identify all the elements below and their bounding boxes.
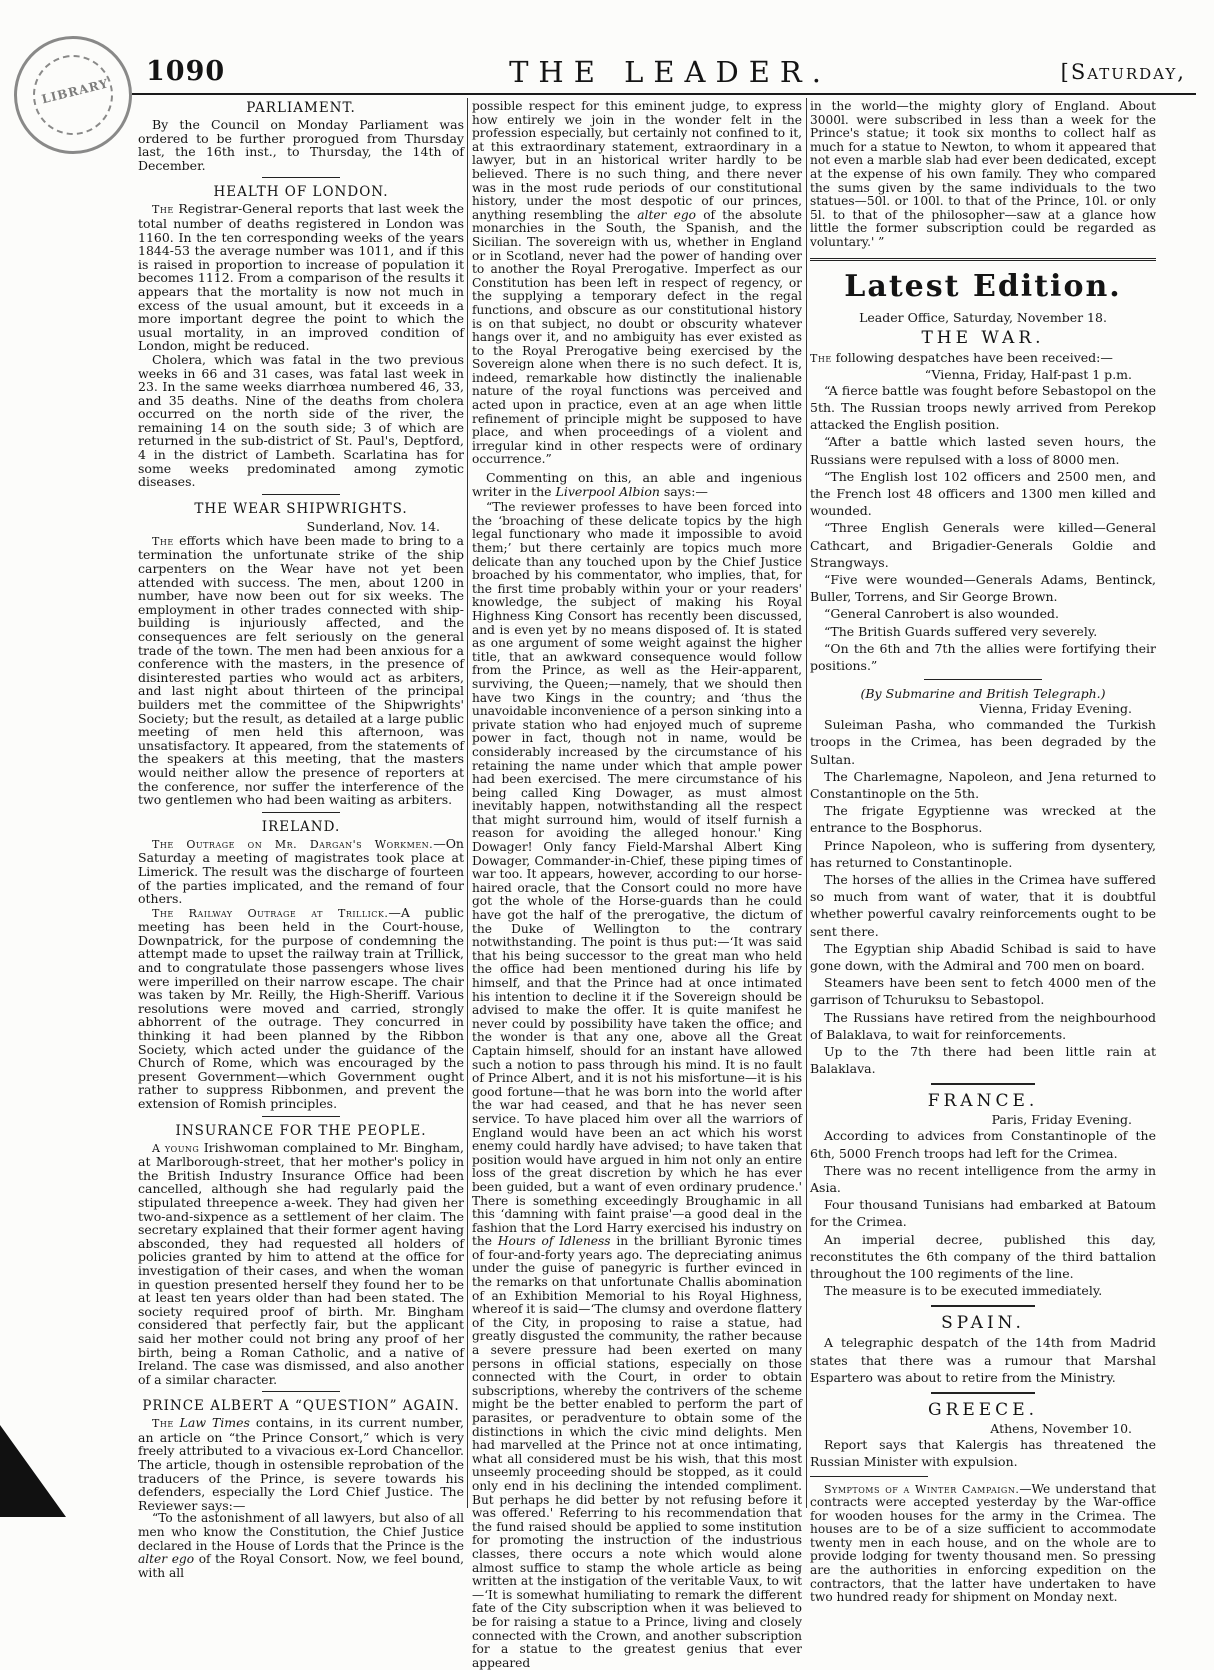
heading-greece: GREECE. [927, 1400, 1039, 1421]
lead-word: The [152, 1417, 174, 1431]
war-item-2: The frigate Egyptienne was wrecked at the entrance to the Bosphorus. [810, 803, 1156, 836]
col2-paragraph-1 [472, 100, 802, 467]
page-header [146, 50, 1194, 90]
wear-text: efforts which have been made to bring to a termination the unfortunate strike of the ship carpenters on the Wear have not yet been attended with success. The men, about 1200 in number, have now been out for six weeks. The employment in other trades connected with ship-building is injuriously affected, and the consequences are felt seriously on the general trade of the town. The men had been anxious for a conference with the masters, in the presence of disinterested parties who would act as arbiters, and last night about thirteen of the principal builders met the committee of the Shipwrights' Society; but the result, as detailed at a large public meeting of men held this afternoon, was unsatisfactory. It appeared, from the statements of the speakers at this meeting, that the masters would neither allow the presence of reporters at the conference, nor suffer the interference of the two gentlemen who had been waiting as arbiters. [138, 532, 464, 808]
run-in-heading: Symptoms of a Winter Campaign. [824, 1482, 1020, 1496]
italic-phrase: alter ego [637, 207, 696, 222]
prince-text-2-tail: of the Royal Consort. Now, we feel bound, with all [138, 1552, 464, 1580]
library-stamp [1, 23, 144, 166]
war-item: “General Canrobert is also wounded. [824, 606, 1060, 622]
war-item: “The British Guards suffered very severely. [824, 623, 1098, 639]
italic-phrase: alter ego [138, 1552, 195, 1567]
heading-france: FRANCE. [927, 1091, 1039, 1112]
italic-title: Liverpool Albion [555, 483, 660, 499]
section-separator [262, 494, 340, 495]
heading-spain: SPAIN. [941, 1313, 1025, 1334]
wear-dateline: Sunderland, Nov. 14. [306, 518, 440, 534]
war-dateline: “Vienna, Friday, Half-past 1 p.m. [924, 366, 1132, 382]
ireland-paragraph-2 [138, 906, 464, 1111]
col2-text-3-tail: in the brilliant Byronic times of four-and-forty years ago. The depreciating animus under the guise of panegyric is further evinced in the remarks on that unfortunate Challis abomination of an Exhibition Memorial to his Royal Highness, whereof it is said—‘The clumsy and overdone flattery of the City, in proposing to raise a statue, had greatly disgusted the community, the rather because a severe pressure had been exerted on many persons in official stations, especially on those connected with the Court, in order to obtain subscriptions, whereby the contrivers of the scheme might be the better enabled to perform the part of parasites, or peradventure to obtain some of the distinctions in which the civic mind delights. Men had marvelled at the Prince not at once intimating, what all considered must be his wish, that this most unseemly proceeding should be stopped, as it could only end in his declining the intended compliment. But perhaps he did better by not refusing before it was offered.' Referring to his recommendation that the fund raised should be applied to some institution for promoting the instruction of the industrious classes, there occurs a note which would alone almost suffice to stamp the whole article as being written at the instigation of the veritable Vaux, to wit—‘It is somewhat humiliating to remark the different fate of the City subscription when it was believed to be for raising a statue to a Prince, living and closely connected with the Crown, and another subscription for a statue to the greatest genius that ever appeared [472, 1234, 803, 1670]
france-item: According to advices from Constantinople of the 6th, 5000 French troops had left for the Crimea. [810, 1128, 1156, 1161]
run-in-heading: The Outrage on Mr. Dargan's Workmen. [152, 837, 434, 851]
column-1 [138, 100, 464, 1580]
war-item-2: The Russians have retired from the neighbourhood of Balaklava, to wait for reinforcements. [810, 1009, 1156, 1042]
winter-campaign-text: —We understand that contracts were accepted yesterday by the War-office for wooden houses for the army in the Crimea. The houses are to be of a size sufficient to accommodate twenty men in each house, and on the whole are to provide lodging for twenty thousand men. So pressing are the authorities in enforcing expedition on the contractors, that the latter have undertaken to have two hundred ready for shipment on Monday next. [810, 1481, 1157, 1605]
heading-insurance: INSURANCE FOR THE PEOPLE. [175, 1122, 427, 1139]
column-divider-1 [467, 98, 468, 1508]
health-paragraph-2: Cholera, which was fatal in the two previous weeks in 66 and 31 cases, was fatal last week in 23. In the same weeks diarrhœa numbered 46, 33, and 35 deaths. Nine of the deaths from cholera occurred on the north side of the river, the remaining 14 on the south side; 3 of which are returned in the sub-district of St. Paul's, Deptford, 4 in the district of Lambeth. Scarlatina has for some weeks predominated among zymotic diseases. [138, 351, 464, 490]
col2-text-2: Commenting on this, an able and ingenious writer in the [472, 470, 802, 499]
wear-paragraph [138, 534, 464, 807]
lead-word: The [152, 203, 174, 217]
insurance-text: Irishwoman complained to Mr. Bingham, at Marlborough-street, that her mother's policy in the British Industry Insurance Office had been cancelled, although she had regularly paid the stipulated threepence a-week. They had given her two-and-sixpence as a settlement of her claim. The secretary explained that their former agent having absconded, they had requested all holders of policies granted by him to attend at the office for investigation of their cases, and when the woman in question presented herself they found her to be at least ten years older than had been stated. The society required proof of birth. Mr. Bingham considered that perfectly fair, but the applicant said her mother could not bring any proof of her birth, being a Roman Catholic, and a native of Ireland. The case was dismissed, and also another of a similar character. [138, 1139, 464, 1387]
header-rule [132, 93, 1196, 95]
section-separator [931, 1305, 1035, 1307]
france-dateline: Paris, Friday Evening. [991, 1112, 1132, 1128]
insurance-paragraph [138, 1141, 464, 1387]
col2-text-1: possible respect for this eminent judge, to express how entirely we join in the wonder felt in the profession especially, but certainly not confined to it, at this extraordinary statement, extraordinary in a lawyer, but in an historical writer hardly to be believed. There is no such thing, and there never was in the most rude periods of our constitutional history, under the most despotic of our princes, anything resembling the [472, 99, 802, 222]
spain-paragraph: A telegraphic despatch of the 14th from Madrid states that there was a rumour that Marshal Espartero was about to retire from the Ministry. [810, 1335, 1156, 1385]
war-item: “On the 6th and 7th the allies were fortifying their positions.” [810, 640, 1156, 673]
lead-word: The [810, 351, 832, 365]
prince-paragraph-2 [138, 1512, 464, 1580]
greece-dateline: Athens, November 10. [990, 1421, 1132, 1437]
war-item-2: The Charlemagne, Napoleon, and Jena returned to Constantinople on the 5th. [810, 768, 1156, 801]
col2-paragraph-3 [472, 501, 802, 1670]
war-item: “The English lost 102 officers and 2500 men, and the French lost 48 officers and 1300 men killed and wounded. [810, 468, 1156, 519]
war-item-2: Up to the 7th there had been little rain at Balaklava. [810, 1044, 1156, 1077]
run-in-heading: The Railway Outrage at Trillick. [152, 906, 389, 920]
col3-continuation: in the world—the mighty glory of England. About 3000l. were subscribed in less than a week for the Prince's statue; it took six months to collect half as much for a statue to Newton, to whom it appeared that not even a marble slab had ever been dedicated, except at the expense of his own family. They who compared the sums given by the same individuals to the two statues—50l. or 100l. to that of the Prince, 10l. or only 5l. to that of the philosopher—saw at a glance how little the former subscription could be regarded as voluntary.' ” [810, 99, 1156, 249]
ireland-text-1: —On Saturday a meeting of magistrates took place at Limerick. The result was the discharge of fourteen of the parties implicated, and the remand of four others. [138, 835, 464, 907]
health-paragraph-1 [138, 202, 464, 353]
heading-prince-albert: PRINCE ALBERT A “QUESTION” AGAIN. [142, 1398, 460, 1415]
col2-text-3: “The reviewer professes to have been forced into the ‘broaching of these delicate topics by the high legal functionary who made it impossible to avoid them;’ but there certainly are topics much more delicate than any touched upon by the Chief Justice broached by his commentator, who implies, that, for the first time probably within your or your readers' knowledge, the subject of making his Royal Highness King Consort has recently been discussed, and is even yet by no means disposed of. It is stated as one argument of some weight against the higher title, that an awkward consequence would follow from the Prince, as well as the Heir-apparent, surviving, the Queen;—namely, that we should then have two Kings in the country; and ‘thus the unavoidable inconvenience of a person sinking into a private station who had enjoyed much of supreme power in fact, though not in name, would be considerably increased by the circumstance of his retaining the name under which that ample power had been exercised. The mere circumstance of his being called King Dowager, as must almost inevitably happen, notwithstanding all the respect that might surround him, would of itself furnish a reason for avoiding the alleged honour.' King Dowager! Only fancy Field-Marshal Albert King Dowager, Commander-in-Chief, these piping times of war too. It appears, however, according to our horse-haired oracle, that the Consort could no more have got the whole of the Horse-guards than he could have got the half of the prerogative, the dictum of the Duke of Wellington to the contrary notwithstanding. The point is thus put:—‘It was said that his being successor to the great man who held the office had been mentioned during his life by himself, and that the Prince had at once intimated his intention to decline it if the Sovereign should be advised to make the offer. It is quite manifest he never could by possibility have taken the office; and the wonder is that any one, above all the Great Captain himself, should for an instant have allowed such a notion to pass through his mind. It is no fault of Prince Albert, and it is not his misfortune—it is his good fortune—that he was born into the world after the war had ceased, and that he has never seen service. To have placed him over all the warriors of England would have been an act which his worst enemy could hardly have advised; to have taken that position would have argued in him not only an entire loss of the great discretion by which he has ever been guided, but a want of even ordinary prudence.' There is something exceedingly Broughamic in all this ‘damning with faint praise'—a good deal in the fashion that the Lord Harry exercised his industry on the [472, 500, 802, 1249]
heading-health-of-london: HEALTH OF LONDON. [213, 184, 389, 201]
war-item: “Five were wounded—Generals Adams, Bentinck, Buller, Torrens, and Sir George Brown. [810, 571, 1156, 605]
section-separator [924, 679, 1042, 680]
section-separator [262, 812, 340, 813]
library-stamp-text: LIBRARY [40, 76, 111, 107]
col2-text-2-tail: says:— [663, 483, 708, 499]
health-text-1: Registrar-General reports that last week the total number of deaths registered in London was 1160. In the ten corresponding weeks of the years 1844-53 the average number was 1011, and if this is raised in proportion to increase of population it becomes 1112. From a comparison of the results it appears that the mortality is now not much in excess of the usual amount, but it exceeds in a more important degree the point to which the usual mortality, in an improved condition of London, might be reduced. [138, 201, 464, 354]
section-separator [262, 1391, 340, 1392]
war-item: “A fierce battle was fought before Sebastopol on the 5th. The Russian troops newly arrived from Perekop attacked the English position. [810, 382, 1156, 433]
section-separator [931, 1392, 1035, 1394]
war-intro [810, 349, 1156, 367]
italic-title: Hours of Idleness [497, 1234, 611, 1249]
war-item-2: The horses of the allies in the Crimea have suffered so much from want of water, that it is doubtful whether powerful cavalry reinforcements ought to be sent there. [810, 872, 1156, 939]
double-rule [810, 258, 1156, 261]
italic-title: Law Times [179, 1415, 250, 1431]
column-2 [472, 100, 802, 1670]
ireland-paragraph-1 [138, 837, 464, 906]
section-separator [931, 1083, 1035, 1085]
column-3 [810, 100, 1156, 1605]
col2-paragraph-2 [472, 471, 802, 498]
heading-ireland: IRELAND. [261, 818, 341, 835]
war-item-2: Suleiman Pasha, who commanded the Turkish troops in the Crimea, has been degraded by the Sultan. [810, 717, 1156, 767]
prince-text-1: contains, in its current number, an article on “the Prince Consort,” which is very freely attributed to a vivacious ex-Lord Chancellor. The article, though in ostensible reprobation of the traducers of the Prince, is severe towards his defenders, especially the Lord Chief Justice. The Reviewer says:— [138, 1415, 464, 1513]
page-number: 1090 [146, 56, 226, 87]
war-item-2: Prince Napoleon, who is suffering from dysentery, has returned to Constantinople. [810, 837, 1156, 870]
prince-text-2: “To the astonishment of all lawyers, but also of all men who know the Constitution, the Chief Justice declared in the House of Lords that the Prince is the [138, 1511, 464, 1553]
heading-the-war: THE WAR. [921, 327, 1045, 348]
header-day: [Saturday, [1060, 60, 1186, 84]
france-item: There was no recent intelligence from the army in Asia. [810, 1162, 1156, 1196]
leader-office-dateline: Leader Office, Saturday, November 18. [859, 309, 1107, 325]
masthead-title: THE LEADER. [509, 55, 831, 89]
war-intro-text: following despatches have been received:— [835, 349, 1113, 365]
war-item: “After a battle which lasted seven hours, the Russians were repulsed with a loss of 8000 men. [810, 434, 1156, 467]
heading-wear-shipwrights: THE WEAR SHIPWRIGHTS. [194, 500, 408, 517]
heading-parliament: PARLIAMENT. [246, 100, 356, 116]
greece-paragraph: Report says that Kalergis has threatened the Russian Minister with expulsion. [810, 1437, 1156, 1470]
parliament-paragraph: By the Council on Monday Parliament was ordered to be further prorogued from Thursday last, the 16th inst., to Thursday, the 14th of December. [138, 117, 464, 173]
lead-word: A young [152, 1141, 200, 1155]
telegraph-dateline: Vienna, Friday Evening. [979, 701, 1132, 717]
col2-text-1-tail: of the absolute monarchies in the South, the Spanish, and the Sicilian. The sovereign with us, whether in England or in Scotland, never had the power of handing over to another the Royal Prerogative. Imperfect as our Constitution has been left in respect of regency, or the supplying a temporary defect in the regal functions, and obscure as our constitutional history is on that subject, no doubt or obscurity whatever hangs over it, and no ambiguity has ever existed as to the Royal Prerogative being exercised by the Sovereign alone when there is no such defect. It is, indeed, remarkable how distinctly the inalienable nature of the royal functions was perceived and acted upon in practice, even at an age when little refinement of principle might be supposed to have place, and when proceedings of a violent and irregular kind in other respects were of ordinary occurrence.” [472, 207, 802, 467]
winter-campaign-paragraph [810, 1483, 1156, 1605]
page-corner-shadow [0, 1425, 66, 1517]
section-separator [262, 1116, 340, 1117]
war-item: “Three English Generals were killed—General Cathcart, and Brigadier-Generals Goldie and Strangways. [810, 520, 1156, 570]
war-item-2: The Egyptian ship Abadid Schibad is said to have gone down, with the Admiral and 700 men on board. [810, 940, 1156, 974]
telegraph-note: (By Submarine and British Telegraph.) [860, 686, 1106, 702]
war-item-2: Steamers have been sent to fetch 4000 men of the garrison of Tchuruksu to Sebastopol. [810, 975, 1156, 1008]
column-divider-2 [806, 98, 807, 1508]
france-item: The measure is to be executed immediately. [824, 1283, 1103, 1299]
section-separator [810, 1476, 928, 1477]
latest-edition-title: Latest Edition. [844, 268, 1122, 304]
prince-paragraph-1 [138, 1416, 464, 1512]
lead-word: The [152, 534, 174, 548]
france-item: An imperial decree, published this day, reconstitutes the 6th company of the third battalion throughout the 100 regiments of the line. [810, 1231, 1156, 1282]
section-separator [262, 177, 340, 178]
ireland-text-2: —A public meeting has been held in the Court-house, Downpatrick, for the purpose of condemning the attempt made to upset the railway train at Trillick, and to congratulate those passengers whose lives were imperilled on their narrow escape. The chair was taken by Mr. Reilly, the High-Sheriff. Various resolutions were moved and carried, strongly abhorrent of the outrage. They concurred in thinking it had been planned by the Ribbon Society, which acted under the guidance of the Church of Rome, which was encouraged by the present Government—which Government ought rather to suppress Ribbonmen, and prevent the extension of Romish principles. [138, 904, 464, 1111]
france-item: Four thousand Tunisians had embarked at Batoum for the Crimea. [810, 1197, 1156, 1230]
